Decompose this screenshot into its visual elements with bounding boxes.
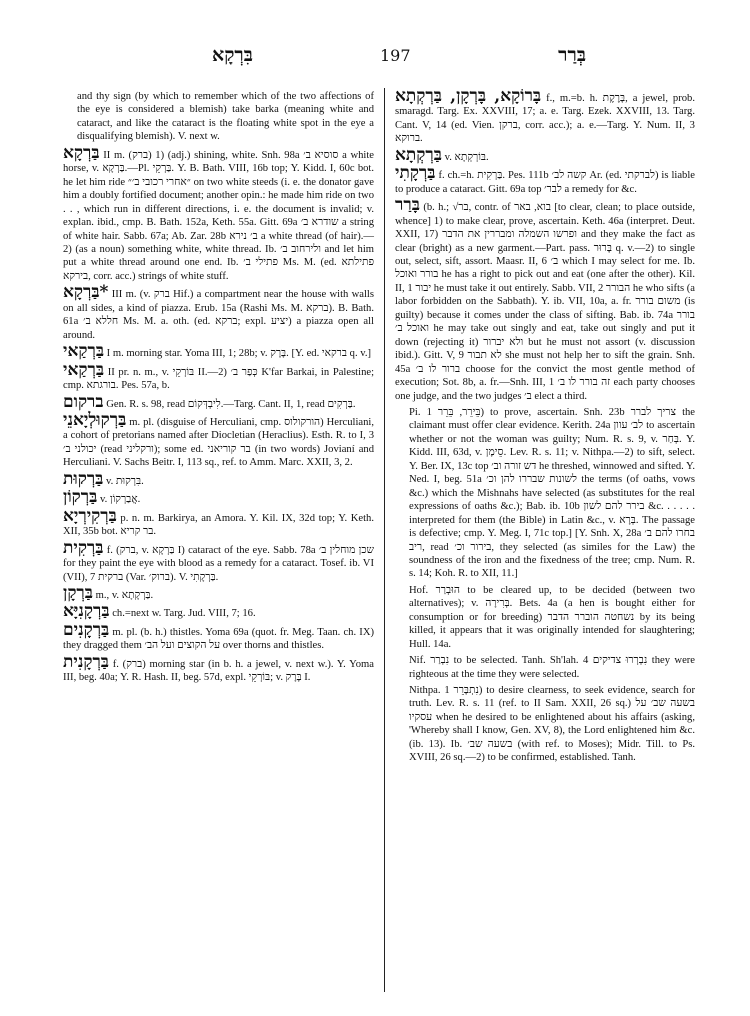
dictionary-entry (63, 537, 374, 584)
entry-headword: בַּרְקִית (63, 537, 104, 558)
dictionary-entry (63, 282, 374, 342)
dictionary-entry (63, 90, 374, 144)
entry-text: III m. (v. ברק Hif.) a compartment near the house with walls on all sides, a kind of piazza. Erub. 15a (Rashi Ms. M. ברקא). B. Bath. 61a חללא ב׳ Ms. M. a. oth. (ed. ברקא; expl. יציע) a piazza open all around. (63, 289, 374, 341)
entry-headword: בַּרְקוּלְיָאנֵי (63, 409, 127, 430)
entry-headword: בָּרוֹקָא, בָּרְקָן, בַּרְקְתָא (395, 86, 542, 106)
entry-headword: בַּרְקַאי (63, 359, 105, 380)
entry-text: m. pl. (disguise of Herculiani, cmp. הורקולוס) Herculiani, a cohort of pretorians named after Diocletian (Heraclius). Esth. R. to I, 3 יכולני ב׳ (read ורקליני); some ed. בר קוריאני (in two words) Jovianí and Herculiani. V. Sachs Beitr. I, 113 sq., ref. to Amm. Marc. XXII, 3, 2. (63, 416, 374, 469)
dictionary-entry (395, 86, 696, 146)
entry-headword: בַּרְקוֹן (63, 487, 98, 508)
entry-headword: בַּרְקָא (63, 142, 100, 163)
page-number: 197 (380, 46, 411, 65)
entry-text: f. (ברק, v. בַּרְקָא I) cataract of the eye. Sabb. 78a שכן מוחלין ב׳ for they paint the eye with blood as a remedy for a cataract. Tosef. ib. VI (VII), 7 ברקית (Var. ברוק׳). V. בַּרְקָתִי. (63, 544, 374, 583)
dictionary-entry (395, 654, 695, 681)
entry-text: f., m.=b. h. בָּרֶקֶת, a jewel, prob. smaragd. Targ. Ex. XXVIII, 17; a. e. Targ. Ezek. XXVIII, 13. Targ. Cant. V, 14 (ed. Vien. ברקן, corr. acc.); a. e.—Targ. Y. Num. II, 3 ברוקא. (395, 93, 696, 145)
left-column (63, 90, 374, 688)
dictionary-entry (63, 619, 374, 653)
dictionary-entry (395, 163, 695, 196)
entry-text: Nif. נִבְרַר to be selected. Tanh. Sh'lah. 4 נִבְרְרוּ צדיקים they were righteous at the time they were selected. (409, 655, 696, 680)
right-running-head: בְּרַר (558, 44, 586, 66)
dictionary-entry (63, 409, 374, 470)
entry-text: ch.=next w. Targ. Jud. VIII, 7; 16. (112, 608, 256, 620)
entry-headword: בַּרְקָנִיָּא (63, 601, 110, 622)
left-running-head: בִּרְקָא (212, 44, 253, 66)
column-divider (384, 88, 385, 992)
dictionary-entry (395, 195, 696, 403)
dictionary-entry (63, 651, 374, 685)
entry-text: v. בִּרְקוּת. (106, 475, 144, 487)
entry-text: Nithpa. נִתְבָּרֵר 1) to desire clearness, to seek evidence, search for truth. Lev. R. s. 11 (ref. to II Sam. XXII, 26 sq.) בשעה שב׳ על עסקיו when he desired to be enlightened about his affairs (asking, 'Whereby shall I know, Gen. XV, 8), the Lord enlightened him &c. (ib. 13). Ib. בשעה שב׳ (with ref. to Moses); Midr. Till. to Ps. XVIII, 26 sq.—2) to be confirmed, established. Tanh. (409, 685, 696, 764)
entry-text: f. (ברק) morning star (in b. h. a jewel, v. next w.). Y. Yoma III, beg. 40a; Y. R. Hash. II, beg. 57d, expl. בּוֹרְקֵי; v. בָּרָק I. (63, 658, 374, 684)
entry-headword: בַּרְקָתִי (395, 163, 436, 184)
entry-headword: *בַּרְקָא (63, 282, 109, 303)
entry-headword: בַּרְקוּת (63, 468, 104, 489)
entry-headword: בַּרְקָנִית (63, 651, 109, 672)
entry-headword: בַּרְקַאי (63, 341, 105, 362)
dictionary-entry (395, 406, 695, 581)
entry-headword: ברקום (63, 391, 104, 412)
entry-text: f. ch.=h. בַּרְקִית. Pes. 111b קשה לב׳ Ar. (ed. לברקתי) is liable to produce a cataract. Gitt. 69a top לבר׳ a remedy for &c. (395, 170, 695, 195)
dictionary-entry (63, 487, 374, 508)
dictionary-entry (395, 684, 695, 765)
page-header (60, 44, 698, 70)
entry-headword: בַּרְקָן (63, 582, 93, 603)
entry-text: (b. h.; √בר, contr. of בוא, באר [to clear, clean; to place outside, whence] 1) to make clear, prove, ascertain. Keth. 46a (interpret. Deut. XXII, 17) ופרשו השמלה ומבררין את הדבר and they make the fact as clear (bright) as a new garment.—Part. pass. בָּרוּר q. v.—2) to single out, select, sift, assort. Maasr. II, 6 ב׳ which I may select for me. Ib. בורר ואוכל he has a right to pick out and eat (one after the other). Kil. II, 1 יבור he must take it out entirely. Sabb. VII, 2 הבורר he who sifts (a labor forbidden on the Sabbath). Y. ib. VII, 10a, a. fr. משום בורר (is guilty) because it comes under the class of sifting. Bab. ib. 74a בורר ואוכל ב׳ he may take out singly and eat, take out singly and put it down (rejecting it) ולא יברור but he must not assort (v. discussion ibid.). Gitt. V, 9 לא תבור she must not help her to sift the grain. Snh. 45a ברור לו ב׳ choose for the convict the most gentle method of execution; Sot. 8b, a. fr.—Snh. III, 1 זה בורר לו ב׳ each party chooses one judge, and the two judges ב׳ elect a third. (395, 202, 696, 402)
entry-headword: בַּרְקְתָא (395, 144, 442, 165)
dictionary-entry (63, 391, 374, 412)
entry-headword: בַּרְקָנִים (63, 619, 110, 640)
right-column (395, 86, 696, 768)
entry-text: m. pl. (b. h.) thistles. Yoma 69a (quot. fr. Meg. Taan. ch. IX) they dragged them על הקוצים ועל הב׳ over thorns and thistles. (63, 626, 374, 652)
dictionary-entry (395, 144, 695, 165)
dictionary-entry (63, 341, 374, 362)
entry-text: v. אֲבַרְקוֹן. (99, 494, 141, 506)
entry-text: Pi. בֵּירֵר, בֵּרֵר 1) to prove, ascertain. Snh. 23b צריך לברר the claimant must offer clear evidence. Kerith. 24a לב׳ עוון to ascertain whether or not the woman was guilty; Num. R. s. 9, v. בְּחַר. Y. Kidd. III, 63d, v. סֵימָן. Lev. R. s. 11; v. Nithpa.—2) to sift, select. Y. Ber. IX, 13c top דש זורה וב׳ he threshed, winnowed and sifted. Y. Ned. I, beg. 51a לשונות שבררו להן וכ׳ the terms (of oaths, vows &c.) which the Mishnahs have selected (as substitutes for the real expressions of oaths &c.); Bab. ib. 10b בירר להם לשון &c. . . . . . interpreted for them (the Bible) in Latin &c., v. בְּרָא. The passage is defective; cmp. Y. Meg. I, 71c top.] [Y. Snh. X, 28a בחרו להם ב׳ ריב, read בירור וכ׳, they selected (as similes for the Law) the soundness of the iron and the fixedness of the tree; cmp. Num. R. s. 14; Koh. R. to XII, 11.] (409, 406, 696, 580)
entry-headword: בַּרְקִירְיָא (63, 505, 117, 526)
entry-text: v. בּוֹרְקְתָא. (444, 151, 489, 163)
entry-text: m., v. בַּרְקָתָא. (95, 589, 154, 601)
dictionary-entry (63, 468, 374, 489)
entry-text: II pr. n. m., v. בּוֹרְקֵי II.—2) כְּפַר ב׳ K'far Barkai, in Palestine; cmp. בורגתא. Pes. 57a, b. (63, 366, 375, 392)
entry-text: and thy sign (by which to remember which of the two affections of the eye is considered a blemish) take barka (meaning white and cataract, and like the cataract is the floating white spot in the eye a disqualifying blemish). V. next w. (77, 91, 374, 143)
dictionary-entry (63, 582, 374, 603)
entry-text: Gen. R. s. 98, read לִיבְדְּקוֹם.—Targ. Cant. II, 1, read בַּרְקִים. (106, 398, 356, 410)
entry-text: I m. morning star. Yoma III, 1; 28b; v. בָּרָק. [Y. ed. ברקאי q. v.] (106, 348, 372, 360)
entry-text: Hof. הוּבְרַר to be cleared up, to be decided (between two alternatives); v. בְּרִירָה. Bets. 4a (a hen is bought either for consumption or for breeding) נשחטה הוברר הדבר by its being killed, it appears that it was originally intended for slaughtering; Hull. 14a. (409, 584, 695, 650)
dictionary-entry (63, 505, 374, 539)
dictionary-entry (63, 359, 375, 393)
entry-text: p. n. m. Barkirya, an Amora. Y. Kil. IX, 32d top; Y. Keth. XII, 35b bot. בר קריא. (63, 512, 374, 538)
entry-text: II m. (ברק) 1) (adj.) shining, white. Snh. 98a סוסיא ב׳ a white horse, v. בַּרְקָא.—Pl. בַּרְקֵי. Y. B. Bath. VIII, 16b top; Y. Kidd. I, 60c bot. he let him ride ״אחרי רכובי ב׳״ on two white steeds (i. e. the donator gave him a doubly fortified document; another opin.: he made him ride on two . . , which run in different directions, i. e. the document is invalid; v. explan. ibid., cmp. B. Bath. 152a, Keth. 55a. Gitt. 69a שודרא ב׳ a string of white hair. Sabb. 67a; Ab. Zar. 28b ב׳ נירא a white thread (of hair).—2) (as a noun) something white, white thread. Ib. ולירחוב ב׳ and let him put a white thread around one end. Ib. פתילי ב׳ Ms. M. (ed. פתילתא בירקא, corr. acc.) strings of white stuff. (63, 149, 375, 282)
dictionary-entry (63, 142, 375, 284)
entry-headword: בָּרַר (395, 195, 420, 216)
dictionary-entry (395, 584, 695, 651)
dictionary-entry (63, 601, 374, 622)
